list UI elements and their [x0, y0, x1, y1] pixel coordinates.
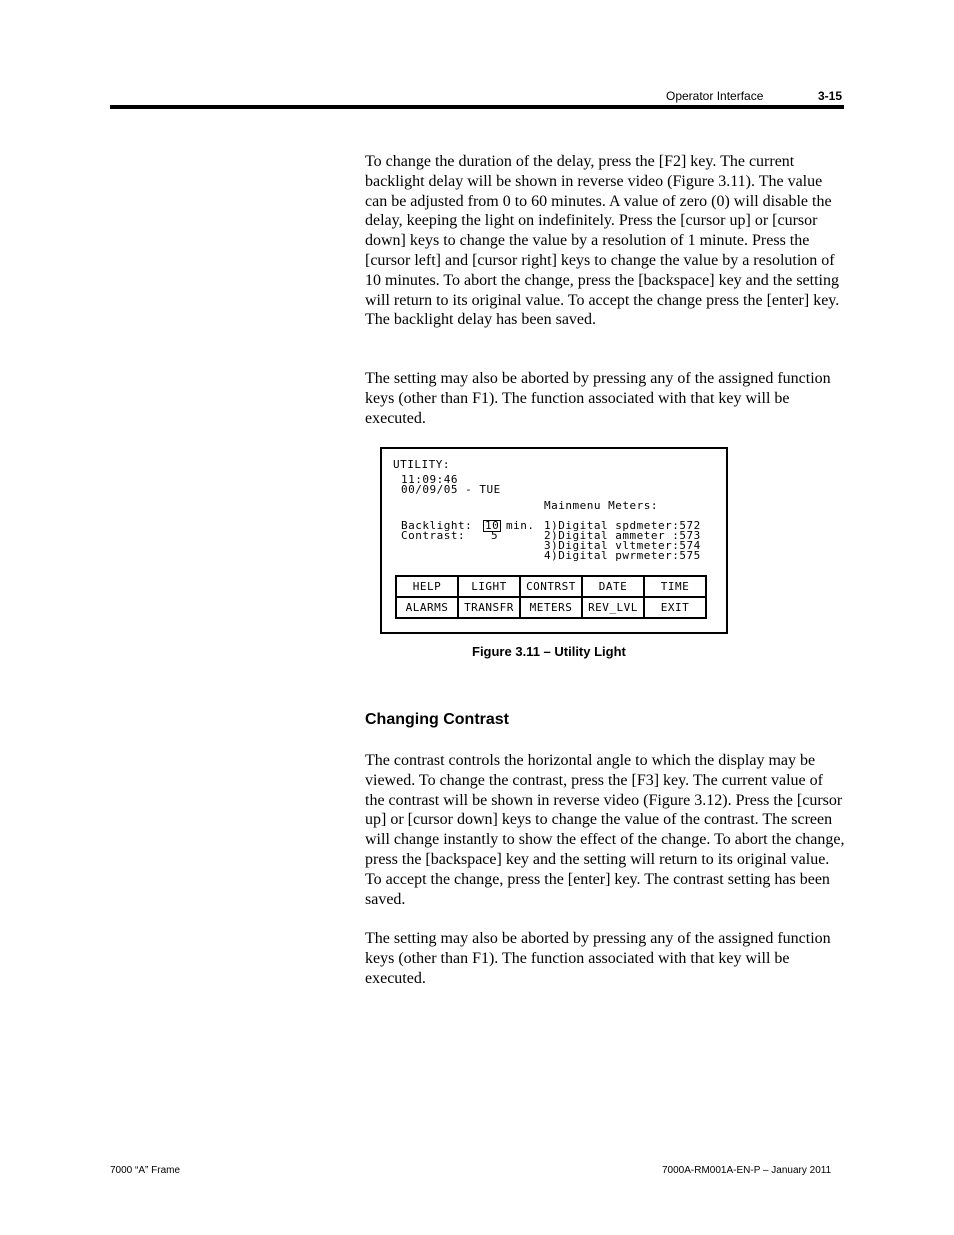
meter-line: 3)Digital vltmeter:574 [544, 539, 701, 552]
meter-line: 2)Digital ammeter :573 [544, 529, 701, 542]
contrast-label: Contrast: [401, 529, 466, 542]
utility-screen-figure [380, 447, 728, 634]
backlight-value: 10 [485, 519, 500, 532]
section-heading: Changing Contrast [365, 711, 509, 728]
paragraph-abort-note: The setting may also be aborted by pressing any of the assigned function keys (other than F1). The function associated with that key will be executed. [365, 370, 831, 427]
fkey-light: LIGHT [459, 577, 521, 598]
meter-line: 1)Digital spdmeter:572 [544, 519, 701, 532]
page-number: 3-15 [818, 89, 843, 103]
paragraph-contrast: The contrast controls the horizontal angle to which the display may be viewed. To change the contrast, press the [F3] key. The current value of the contrast will be shown in reverse video (Figure 3.12). Press the [cursor up] or [cursor down] keys to change the value of the contrast. The screen will change instantly to show the effect of the change. To abort the change, press the [backspace] key and the setting will return to its original value. To accept the change, press the [enter] key. The contrast setting has been saved. [365, 752, 845, 908]
fkey-transfer: TRANSFR [459, 598, 521, 619]
fkey-alarms: ALARMS [397, 598, 459, 619]
figure-caption: Figure 3.11 – Utility Light [472, 644, 626, 659]
fkey-help: HELP [397, 577, 459, 598]
footer-right: 7000A-RM001A-EN-P – January 2011 [662, 1165, 832, 1176]
fkey-exit: EXIT [645, 598, 707, 619]
backlight-label: Backlight: [401, 519, 473, 532]
fkey-date: DATE [583, 577, 645, 598]
paragraph-abort-note-2: The setting may also be aborted by pressing any of the assigned function keys (other than F1). The function associated with that key will be executed. [365, 930, 831, 987]
function-key-grid [395, 575, 707, 619]
screen-date: 00/09/05 - TUE [401, 483, 501, 496]
screen-title: UTILITY: [393, 458, 450, 471]
fkey-contrast: CONTRST [521, 577, 583, 598]
fkey-meters: METERS [521, 598, 583, 619]
fkey-time: TIME [645, 577, 707, 598]
running-header-section: Operator Interface [666, 89, 764, 103]
contrast-value: 5 [491, 529, 499, 542]
backlight-unit: min. [506, 519, 535, 532]
meter-line: 4)Digital pwrmeter:575 [544, 549, 701, 562]
paragraph-backlight-delay: To change the duration of the delay, press the [F2] key. The current backlight delay will be shown in reverse video (Figure 3.11). The value can be adjusted from 0 to 60 minutes. A value of zero (0) will disable the delay, keeping the light on indefinitely. Press the [cursor up] or [cursor down] keys to change the value by a resolution of 1 minute. Press the [cursor left] and [cursor right] keys to change the value by a resolution of 10 minutes. To abort the change, press the [backspace] key and the setting will return to its original value. To accept the change press the [enter] key. The backlight delay has been saved. [365, 153, 840, 329]
screen-time: 11:09:46 [401, 473, 458, 486]
fkey-rev-lvl: REV_LVL [583, 598, 645, 619]
header-rule [110, 105, 844, 109]
footer-left: 7000 “A” Frame [110, 1165, 181, 1176]
mainmenu-meters-label: Mainmenu Meters: [544, 499, 658, 512]
